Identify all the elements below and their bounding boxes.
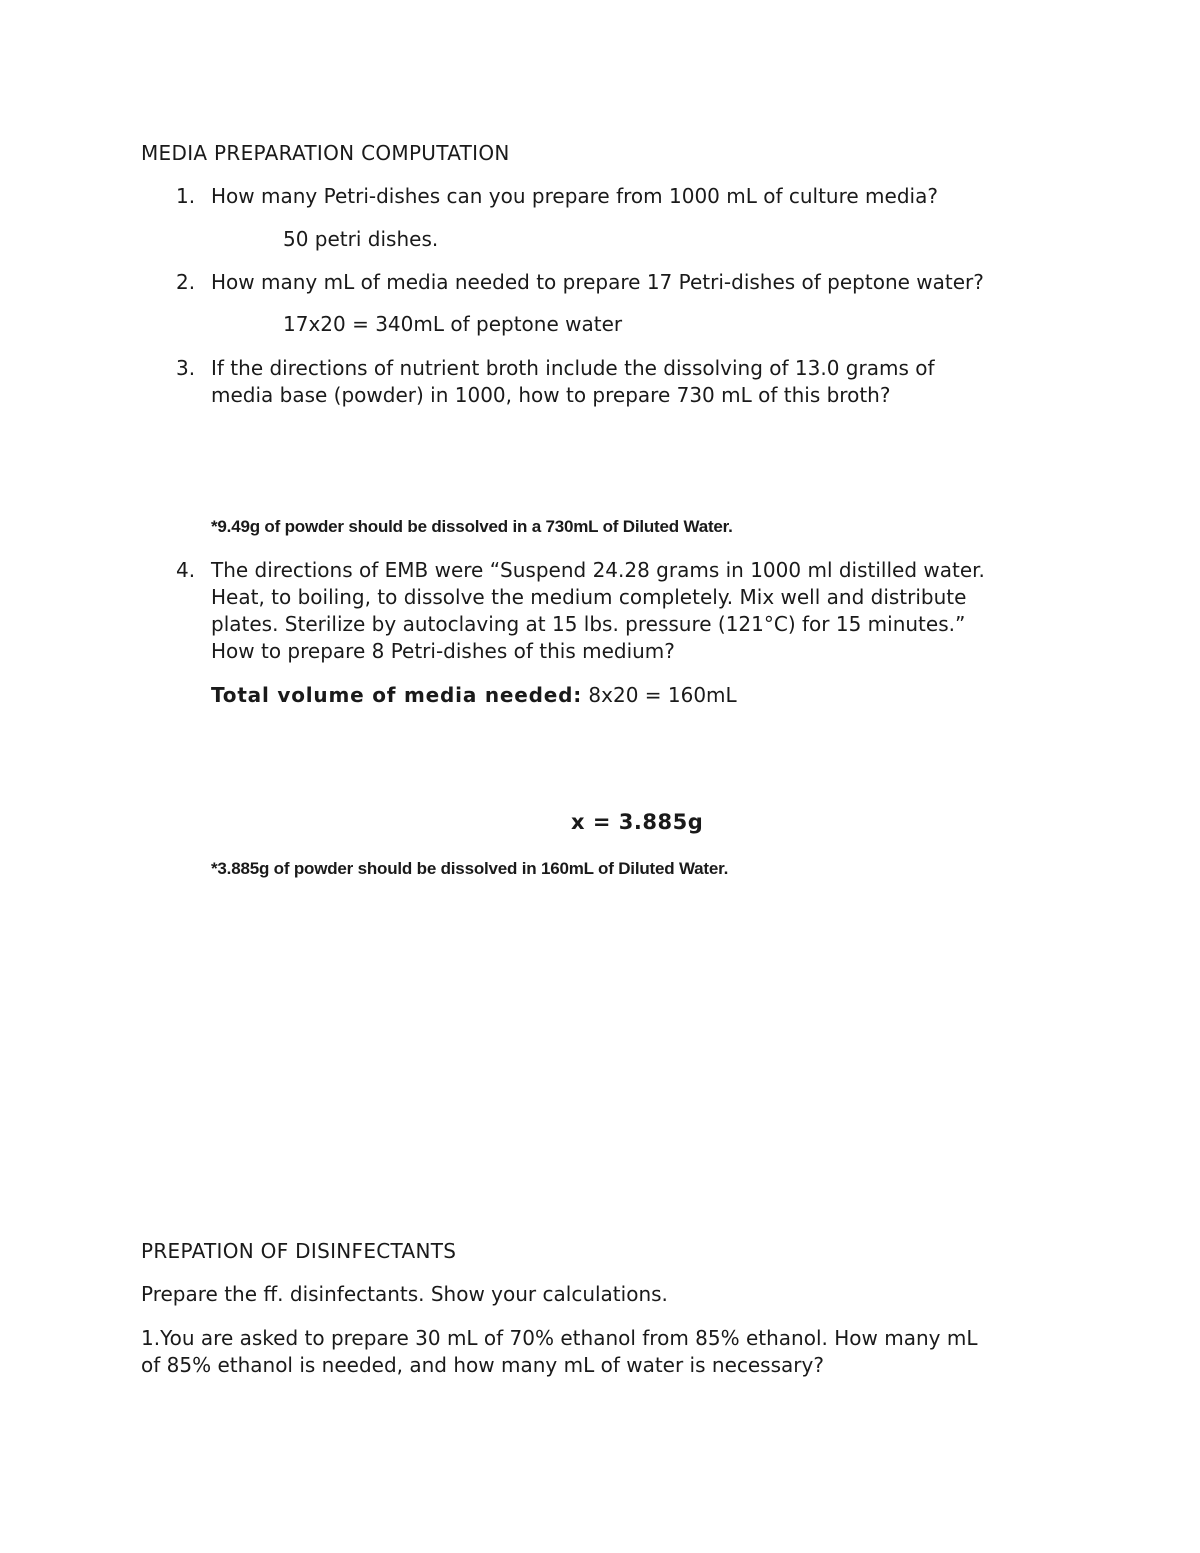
section-title-disinfectants: PREPATION OF DISINFECTANTS <box>141 1239 457 1263</box>
question-text-line-2: media base (powder) in 1000, how to prepare 730 mL of this broth? <box>211 383 891 407</box>
question-number: 1. <box>176 184 196 208</box>
section-title-media-preparation: MEDIA PREPARATION COMPUTATION <box>141 141 510 165</box>
answer-text: 50 petri dishes. <box>283 227 439 251</box>
total-volume-label: Total volume of media needed: <box>211 683 583 707</box>
answer-4-note: *3.885g of powder should be dissolved in 160mL of Diluted Water. <box>211 859 729 878</box>
answer-3-note: *9.49g of powder should be dissolved in a 730mL of Diluted Water. <box>211 517 733 536</box>
question-text-line-4: How to prepare 8 Petri-dishes of this medium? <box>211 639 675 663</box>
equation-result: x = 3.885g <box>571 810 704 834</box>
question-text-line-1: If the directions of nutrient broth include the dissolving of 13.0 grams of <box>211 356 935 380</box>
question-number: 3. <box>176 356 196 380</box>
question-text: How many mL of media needed to prepare 17 Petri-dishes of peptone water? <box>211 270 984 294</box>
question-number: 4. <box>176 558 196 582</box>
question-text-line-3: plates. Sterilize by autoclaving at 15 lbs. pressure (121°C) for 15 minutes.” <box>211 612 966 636</box>
question-text-line-2: Heat, to boiling, to dissolve the medium completely. Mix well and distribute <box>211 585 967 609</box>
disinfectant-question-line-1: 1.You are asked to prepare 30 mL of 70% ethanol from 85% ethanol. How many mL <box>141 1326 978 1350</box>
question-text: How many Petri-dishes can you prepare from 1000 mL of culture media? <box>211 184 938 208</box>
total-volume-line <box>211 682 737 709</box>
disinfectant-question-line-2: of 85% ethanol is needed, and how many mL of water is necessary? <box>141 1353 824 1377</box>
question-number: 2. <box>176 270 196 294</box>
instruction-text: Prepare the ff. disinfectants. Show your calculations. <box>141 1282 668 1306</box>
answer-text: 17x20 = 340mL of peptone water <box>283 312 623 336</box>
total-volume-value: 8x20 = 160mL <box>582 683 737 707</box>
question-text-line-1: The directions of EMB were “Suspend 24.28 grams in 1000 ml distilled water. <box>211 558 985 582</box>
